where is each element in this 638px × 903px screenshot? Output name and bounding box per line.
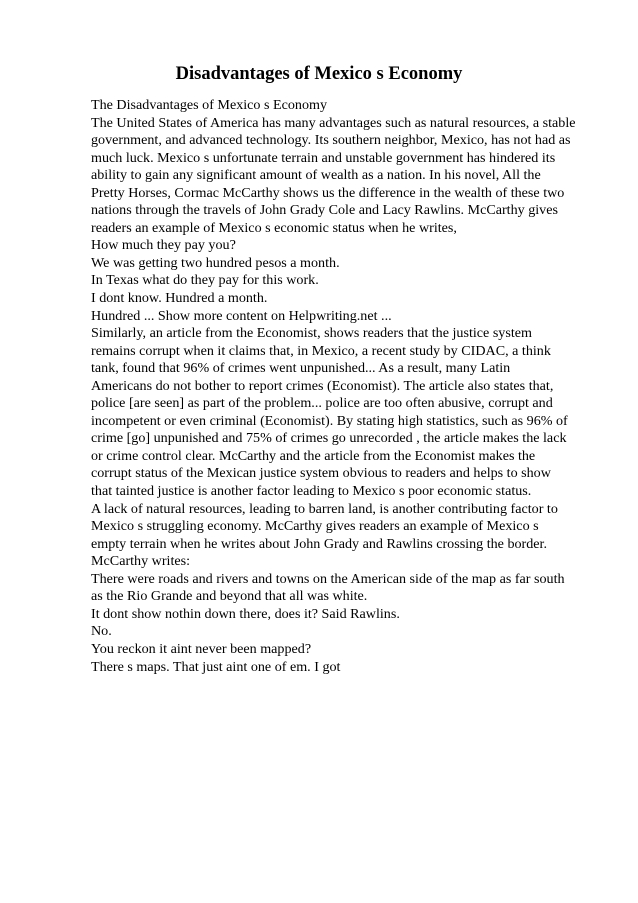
body-line: There were roads and rivers and towns on the American side of the map as far south: [91, 570, 565, 587]
body-line: The United States of America has many advantages such as natural resources, a stable: [91, 114, 576, 131]
body-line: You reckon it aint never been mapped?: [91, 640, 312, 657]
page-title: Disadvantages of Mexico s Economy: [175, 64, 463, 84]
body-line: ability to gain any significant amount of wealth as a nation. In his novel, All the: [91, 167, 541, 184]
body-line: In Texas what do they pay for this work.: [91, 272, 319, 289]
body-line: nations through the travels of John Grady Cole and Lacy Rawlins. McCarthy gives: [91, 202, 558, 219]
body-line: We was getting two hundred pesos a month.: [91, 254, 340, 271]
body-line: I dont know. Hundred a month.: [91, 290, 268, 307]
body-line: incompetent or even criminal (Economist). By stating high statistics, such as 96% of: [91, 412, 568, 429]
body-line: Americans do not bother to report crimes (Economist). The article also states that,: [91, 377, 554, 394]
body-line: tank, found that 96% of crimes went unpunished... As a result, many Latin: [91, 360, 511, 377]
body-line: empty terrain when he writes about John Grady and Rawlins crossing the border.: [91, 535, 547, 552]
body-line: It dont show nothin down there, does it? Said Rawlins.: [91, 605, 400, 622]
body-line: crime [go] unpunished and 75% of crimes go unrecorded , the article makes the lack: [91, 430, 567, 447]
body-line: readers an example of Mexico s economic status when he writes,: [91, 219, 457, 236]
body-line: much luck. Mexico s unfortunate terrain and unstable government has hindered its: [91, 149, 556, 166]
body-line: A lack of natural resources, leading to barren land, is another contributing factor to: [91, 500, 558, 517]
body-line: as the Rio Grande and beyond that all was white.: [91, 588, 368, 605]
body-line: How much they pay you?: [91, 237, 236, 254]
body-line: No.: [91, 623, 112, 640]
body-line: police [are seen] as part of the problem... police are too often abusive, corrupt and: [91, 395, 553, 412]
body-line: or crime control clear. McCarthy and the article from the Economist makes the: [91, 447, 536, 464]
body-line: Mexico s struggling economy. McCarthy gives readers an example of Mexico s: [91, 518, 539, 535]
body-line: corrupt status of the Mexican justice system obvious to readers and helps to show: [91, 465, 551, 482]
body-line: Similarly, an article from the Economist, shows readers that the justice system: [91, 325, 532, 342]
body-line: Pretty Horses, Cormac McCarthy shows us the difference in the wealth of these two: [91, 184, 565, 201]
body-line: Hundred ... Show more content on Helpwriting.net ...: [91, 307, 392, 324]
body-line: There s maps. That just aint one of em. I got: [91, 658, 341, 675]
document-body: [91, 97, 611, 676]
body-line: McCarthy writes:: [91, 553, 191, 570]
body-line: remains corrupt when it claims that, in Mexico, a recent study by CIDAC, a think: [91, 342, 551, 359]
body-line: that tainted justice is another factor leading to Mexico s poor economic status.: [91, 483, 532, 500]
body-line: government, and advanced technology. Its southern neighbor, Mexico, has not had as: [91, 132, 571, 149]
body-line: The Disadvantages of Mexico s Economy: [91, 97, 328, 113]
